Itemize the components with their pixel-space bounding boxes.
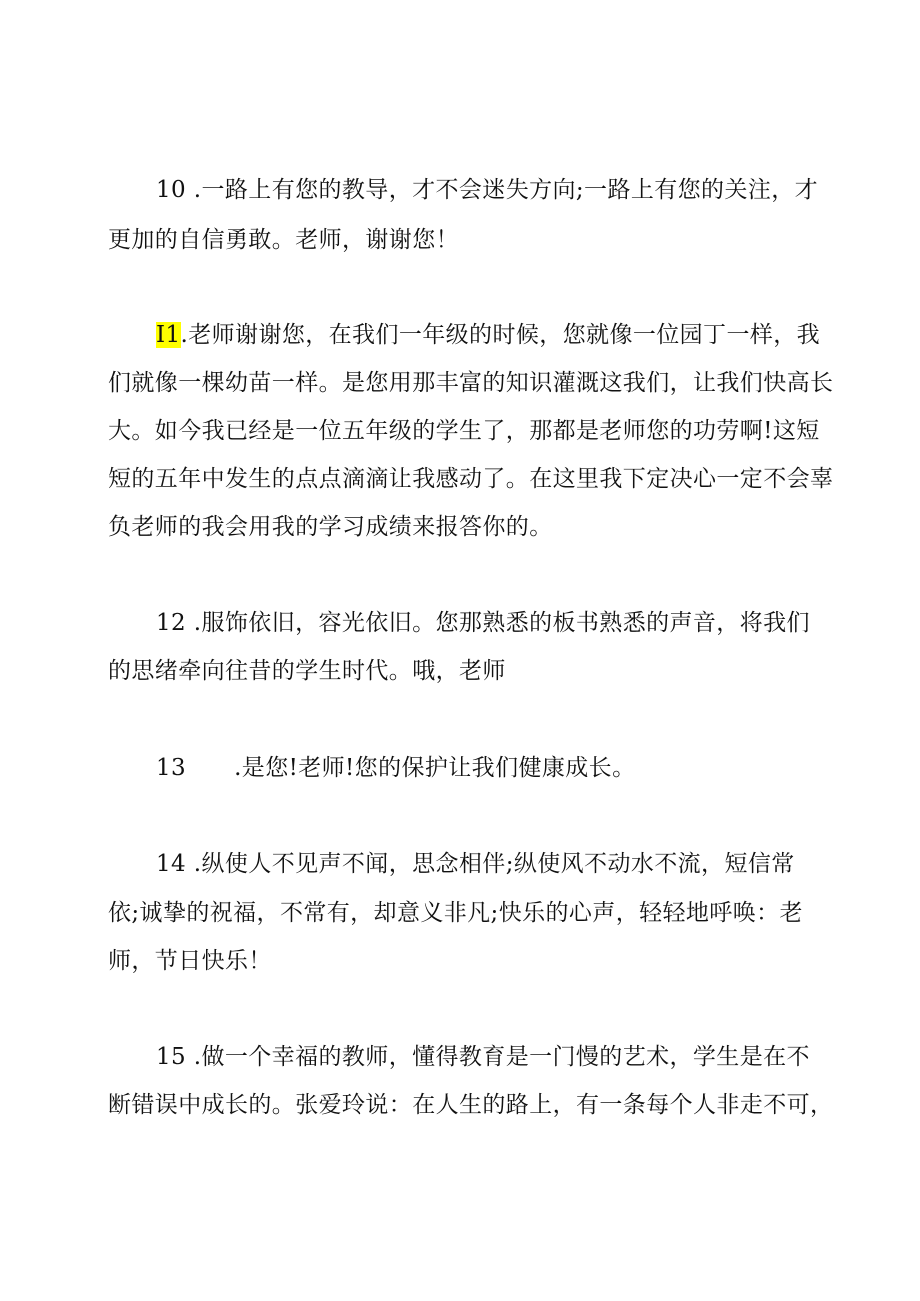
paragraph-12-line-2 [108, 656, 506, 686]
paragraph-text: .是您!老师!您的保护让我们健康成长。 [234, 755, 636, 781]
paragraph-text: 老师谢谢您，在我们一年级的时候，您就像一位园丁一样，我 [188, 322, 821, 348]
item-number-dot: . [180, 322, 189, 348]
item-number: 14 [156, 851, 187, 877]
paragraph-text: 师，节日快乐！ [108, 948, 272, 974]
paragraph-14-line-1 [156, 849, 795, 879]
paragraph-text: .一路上有您的教导，才不会迷失方向;一路上有您的关注，才 [186, 177, 819, 203]
paragraph-text: 断错误中成长的。张爱玲说：在人生的路上，有一条每个人非走不可， [108, 1092, 834, 1118]
item-number: 10 [156, 177, 187, 203]
paragraph-13-line-1 [156, 753, 635, 783]
paragraph-10-line-2 [108, 225, 459, 255]
paragraph-text: .做一个幸福的教师，懂得教育是一门慢的艺术，学生是在不 [186, 1044, 810, 1070]
paragraph-14-line-2 [108, 898, 803, 928]
item-number: 12 [156, 610, 187, 636]
paragraph-text: .服饰依旧，容光依旧。您那熟悉的板书熟悉的声音，将我们 [186, 610, 810, 636]
paragraph-11-line-3 [108, 416, 820, 446]
paragraph-text: 依;诚挚的祝福，不常有，却意义非凡;快乐的心声，轻轻地呼唤：老 [108, 900, 803, 926]
paragraph-14-line-3 [108, 946, 272, 976]
paragraph-10-line-1 [156, 175, 818, 205]
paragraph-text: 负老师的我会用我的学习成绩来报答你的。 [108, 514, 553, 540]
paragraph-15-line-1 [156, 1042, 810, 1072]
highlighted-item-number: I1 [156, 322, 181, 348]
paragraph-text: .纵使人不见声不闻，思念相伴;纵使风不动水不流，短信常 [186, 851, 795, 877]
item-number: 15 [156, 1044, 187, 1070]
paragraph-text: 大。如今我已经是一位五年级的学生了，那都是老师您的功劳啊!这短 [108, 418, 820, 444]
paragraph-text: 短的五年中发生的点点滴滴让我感动了。在这里我下定决心一定不会辜 [108, 466, 834, 492]
paragraph-15-line-2 [108, 1090, 833, 1120]
paragraph-11-line-1 [156, 320, 820, 350]
paragraph-11-line-2 [108, 368, 833, 398]
paragraph-11-line-5 [108, 512, 553, 542]
paragraph-text: 们就像一棵幼苗一样。是您用那丰富的知识灌溉这我们，让我们快高长 [108, 370, 834, 396]
item-number: 13 [156, 755, 187, 781]
paragraph-text: 更加的自信勇敢。老师，谢谢您！ [108, 227, 459, 253]
paragraph-11-line-4 [108, 464, 833, 494]
paragraph-12-line-1 [156, 608, 810, 638]
paragraph-text: 的思绪牵向往昔的学生时代。哦，老师 [108, 658, 506, 684]
